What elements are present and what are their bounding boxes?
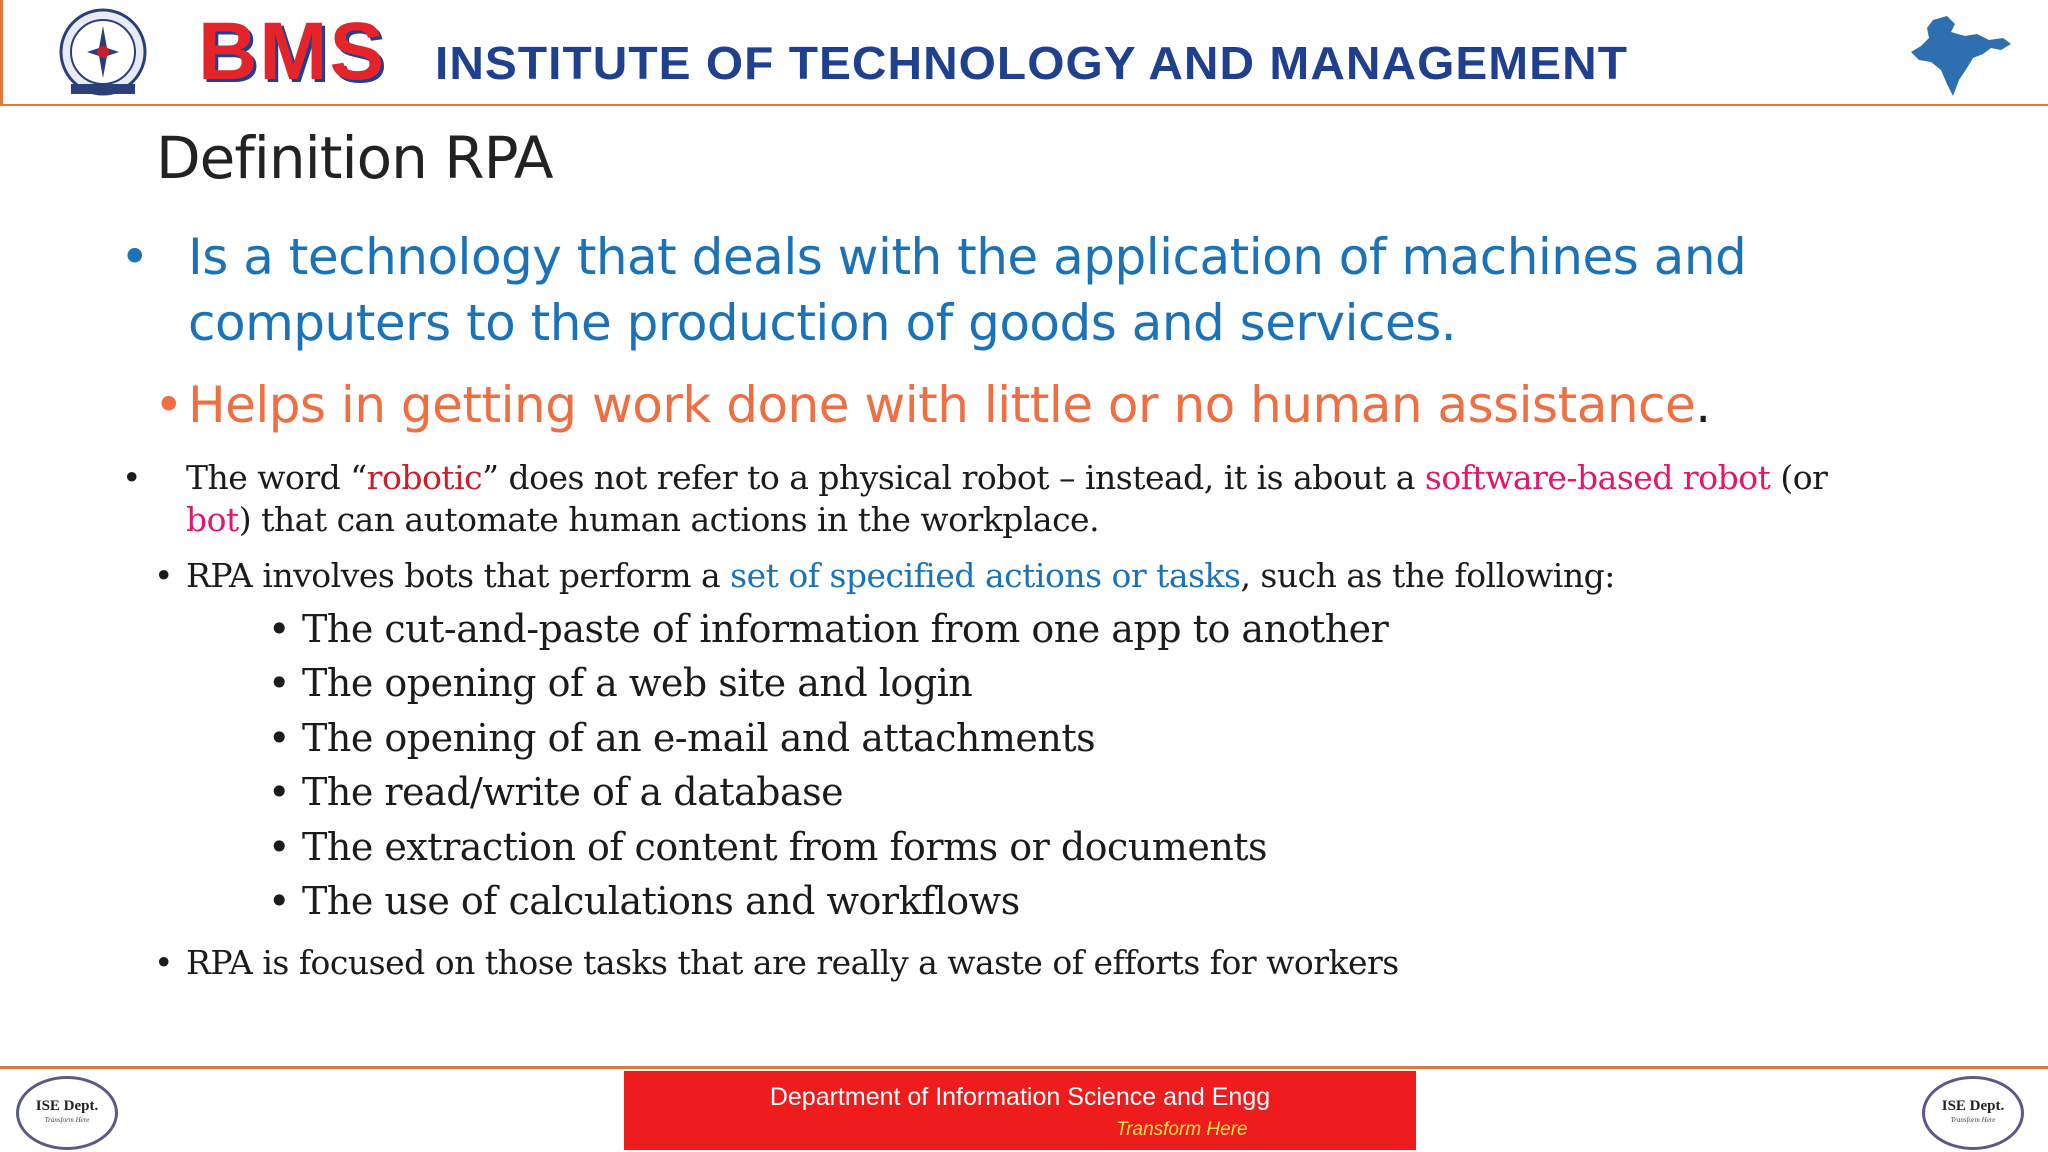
highlight-robotic: robotic <box>366 458 483 497</box>
highlight-bot: bot <box>186 500 239 539</box>
bullet-definition: • Is a technology that deals with the application of machines and computers to the production of goods and services. <box>120 228 1747 352</box>
institute-logo-text: BMS <box>198 6 387 97</box>
footer-department-banner <box>624 1071 1416 1150</box>
highlight-software-robot: software-based robot <box>1424 458 1771 497</box>
ise-dept-logo-left: ISE Dept. Transform Here <box>16 1076 116 1148</box>
bullet-rpa-involves: • RPA involves bots that perform a set of specified actions or tasks, such as the following: <box>154 556 1615 595</box>
bullet-assistance-text: Helps in getting work done with little or no human assistance <box>188 376 1696 434</box>
list-item: • The opening of an e-mail and attachments <box>268 715 1096 760</box>
rpa-task-list <box>268 602 1568 928</box>
college-seal-icon <box>45 8 161 98</box>
header-banner <box>0 0 2048 106</box>
footer-divider <box>0 1066 2048 1069</box>
list-item: • The cut-and-paste of information from one app to another <box>268 607 1389 651</box>
highlight-specified-actions: set of specified actions or tasks <box>730 556 1241 595</box>
ise-dept-logo-right: ISE Dept. Transform Here <box>1922 1076 2022 1148</box>
bullet-robotic: • The word “robotic” does not refer to a physical robot – instead, it is about a software-based robot (or bot) that can automate human actions in the workplace. <box>122 458 1828 539</box>
india-map-icon <box>1903 14 2015 100</box>
bullet-assistance: • Helps in getting work done with little or no human assistance. <box>154 376 1711 434</box>
slide-title: Definition RPA <box>156 124 553 192</box>
list-item: • The extraction of content from forms or documents <box>268 824 1268 869</box>
footer-tagline: Transform Here <box>1116 1119 1248 1140</box>
bullet-rpa-focus: • RPA is focused on those tasks that are really a waste of efforts for workers <box>154 943 1399 982</box>
list-item: • The opening of a web site and login <box>268 661 973 706</box>
institute-name: INSTITUTE OF TECHNOLOGY AND MANAGEMENT <box>435 37 1628 89</box>
list-item: • The read/write of a database <box>268 770 844 815</box>
department-name: Department of Information Science and Engg <box>769 1083 1271 1111</box>
bullet-definition-text: Is a technology that deals with the application of machines and computers to the production of goods and services. <box>188 228 1747 352</box>
list-item: • The use of calculations and workflows <box>268 879 1020 924</box>
